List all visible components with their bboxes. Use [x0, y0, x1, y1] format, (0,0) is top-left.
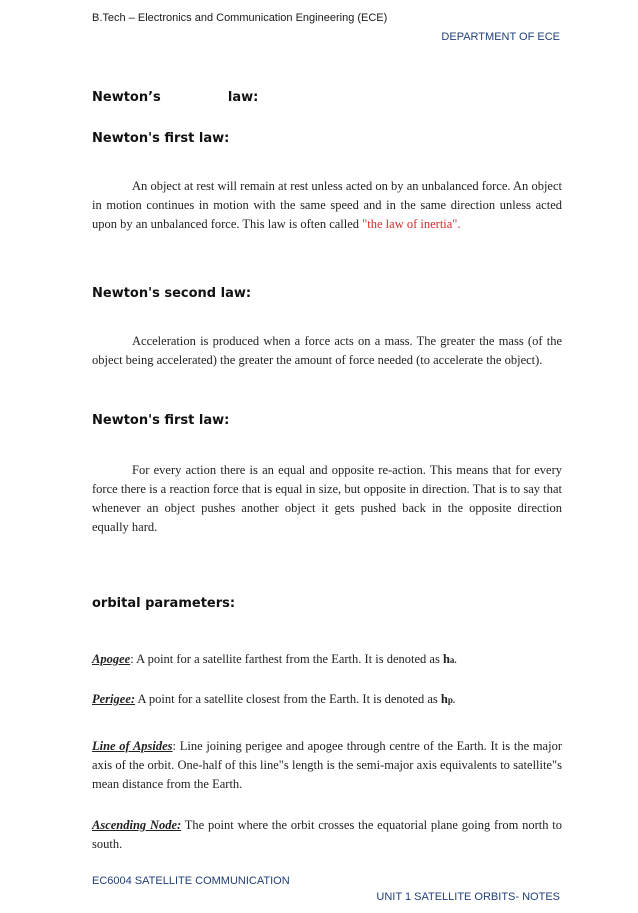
header-department: DEPARTMENT OF ECE	[441, 31, 560, 43]
ascending-node-term: Ascending Node:	[92, 818, 182, 832]
first-law-paragraph	[92, 177, 562, 234]
third-law-paragraph: For every action there is an equal and opposite re-action. This means that for every force there is a reaction force that is equal in size, but opposite in direction. That is to say that whenever an object pushes another object it gets pushed back in the opposite direction equally hard.	[92, 463, 562, 534]
orbital-parameters-heading: orbital parameters:	[92, 596, 236, 611]
footer-course: EC6004 SATELLITE COMMUNICATION	[92, 875, 290, 887]
first-law-text: An object at rest will remain at rest unless acted on by an unbalanced force. An object in motion continues in motion with the same speed and in the same direction unless acted upon by an unbalanced force. This law is often called	[92, 179, 562, 231]
apsides-term: Line of Apsides	[92, 739, 173, 753]
header-course: B.Tech – Electronics and Communication Engineering (ECE)	[92, 12, 388, 24]
law-of-inertia-highlight: "the law of inertia".	[362, 217, 461, 231]
perigee-symbol: h	[440, 692, 448, 706]
second-law-paragraph: Acceleration is produced when a force acts on a mass. The greater the mass (of the object being accelerated) the greater the amount of force needed (to accelerate the object).	[92, 334, 562, 367]
apogee-subscript: a.	[449, 655, 457, 665]
perigee-definition	[92, 690, 562, 710]
page-title	[92, 90, 258, 105]
title-word-2: law:	[227, 90, 259, 105]
third-law-heading: Newton's first law:	[92, 413, 230, 428]
ascending-node-definition	[92, 816, 562, 854]
second-law-heading: Newton's second law:	[92, 286, 252, 301]
apogee-symbol: h	[442, 652, 450, 666]
apsides-definition: Line of Apsides: Line joining perigee and apogee through centre of the Earth. It is the major axis of the orbit. One-half of this line"s length is the semi-major axis equivalents to satellite"s mean distance from the Earth.	[92, 739, 562, 791]
perigee-text: A point for a satellite closest from the Earth. It is denoted as	[135, 692, 441, 706]
title-word-1: Newton’s	[92, 90, 161, 105]
apogee-term: Apogee	[92, 652, 131, 666]
apogee-text: A point for a satellite farthest from the Earth. It is denoted as	[136, 652, 443, 666]
apsides-text: Line joining perigee and apogee through centre of the Earth. It is the major axis of the orbit. One-half of this line"s length is the semi-major axis equivalents to satellite"s mean distance from the Earth.	[92, 739, 562, 791]
first-law-heading: Newton's first law:	[92, 131, 230, 146]
perigee-term: Perigee:	[92, 692, 136, 706]
ascending-node-text: The point where the orbit crosses the equatorial plane going from north to south.	[92, 818, 562, 851]
footer-unit: UNIT 1 SATELLITE ORBITS- NOTES	[376, 891, 560, 903]
apogee-definition: Apogee: A point for a satellite farthest from the Earth. It is denoted as ha.	[92, 652, 457, 666]
perigee-subscript: p.	[447, 695, 456, 705]
